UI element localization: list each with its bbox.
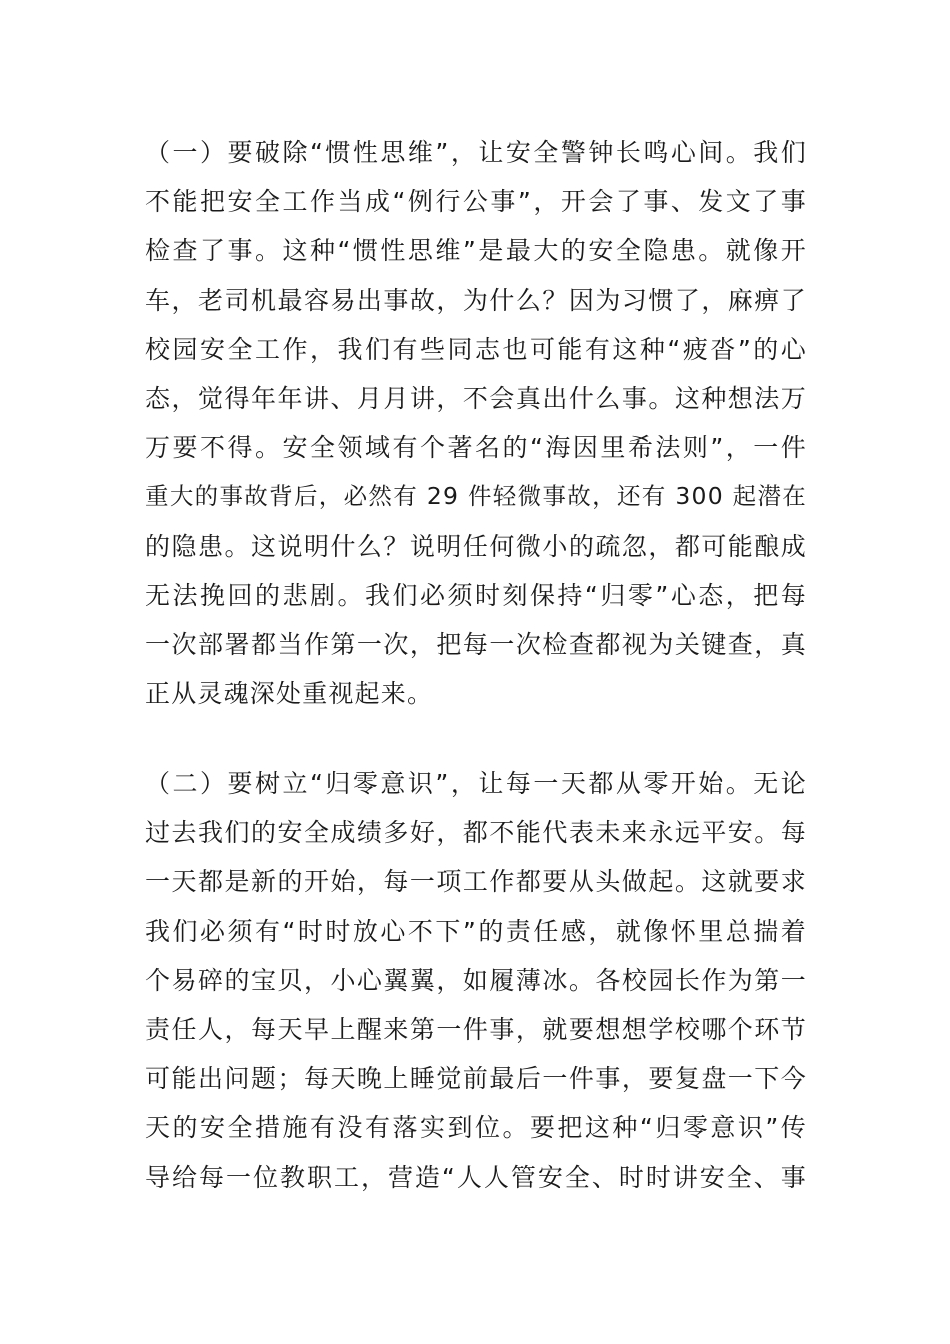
- text-line: 的隐患。这说明什么？说明任何微小的疏忽，都可能酿成: [145, 531, 807, 561]
- text-line: （二）要树立“归零意识”，让每一天都从零开始。无论: [145, 769, 807, 798]
- text-line: 车，老司机最容易出事故，为什么？因为习惯了，麻痹了: [145, 285, 807, 315]
- paragraph-zero-awareness: [145, 759, 807, 1202]
- text-line: 一次部署都当作第一次，把每一次检查都视为关键查，真: [145, 630, 807, 660]
- text-line: 重大的事故背后，必然有 29 件轻微事故，还有 300 起潜在: [145, 482, 807, 511]
- text-line: 校园安全工作，我们有些同志也可能有这种“疲沓”的心: [145, 334, 807, 364]
- text-line: 不能把安全工作当成“例行公事”，开会了事、发文了事: [145, 187, 807, 217]
- text-line: 过去我们的安全成绩多好，都不能代表未来永远平安。每: [145, 818, 807, 848]
- text-line: 责任人，每天早上醒来第一件事，就要想想学校哪个环节: [145, 1015, 807, 1045]
- paragraph-inertia-thinking: [145, 128, 807, 718]
- text-line: 可能出问题；每天晚上睡觉前最后一件事，要复盘一下今: [145, 1064, 807, 1094]
- text-line: 导给每一位教职工，营造“人人管安全、时时讲安全、事: [145, 1162, 807, 1192]
- text-line: 态，觉得年年讲、月月讲，不会真出什么事。这种想法万: [145, 384, 807, 414]
- text-line: 我们必须有“时时放心不下”的责任感，就像怀里总揣着: [145, 916, 807, 946]
- text-line: 正从灵魂深处重视起来。: [145, 679, 434, 709]
- text-line: 一天都是新的开始，每一项工作都要从头做起。这就要求: [145, 867, 807, 897]
- text-line: （一）要破除“惯性思维”，让安全警钟长鸣心间。我们: [145, 138, 807, 167]
- text-line: 个易碎的宝贝，小心翼翼，如履薄冰。各校园长作为第一: [145, 965, 807, 995]
- text-line: 无法挽回的悲剧。我们必须时刻保持“归零”心态，把每: [145, 580, 807, 610]
- text-line: 天的安全措施有没有落实到位。要把这种“归零意识”传: [145, 1113, 807, 1143]
- text-line: 检查了事。这种“惯性思维”是最大的安全隐患。就像开: [145, 236, 807, 266]
- text-line: 万要不得。安全领域有个著名的“海因里希法则”，一件: [145, 433, 807, 463]
